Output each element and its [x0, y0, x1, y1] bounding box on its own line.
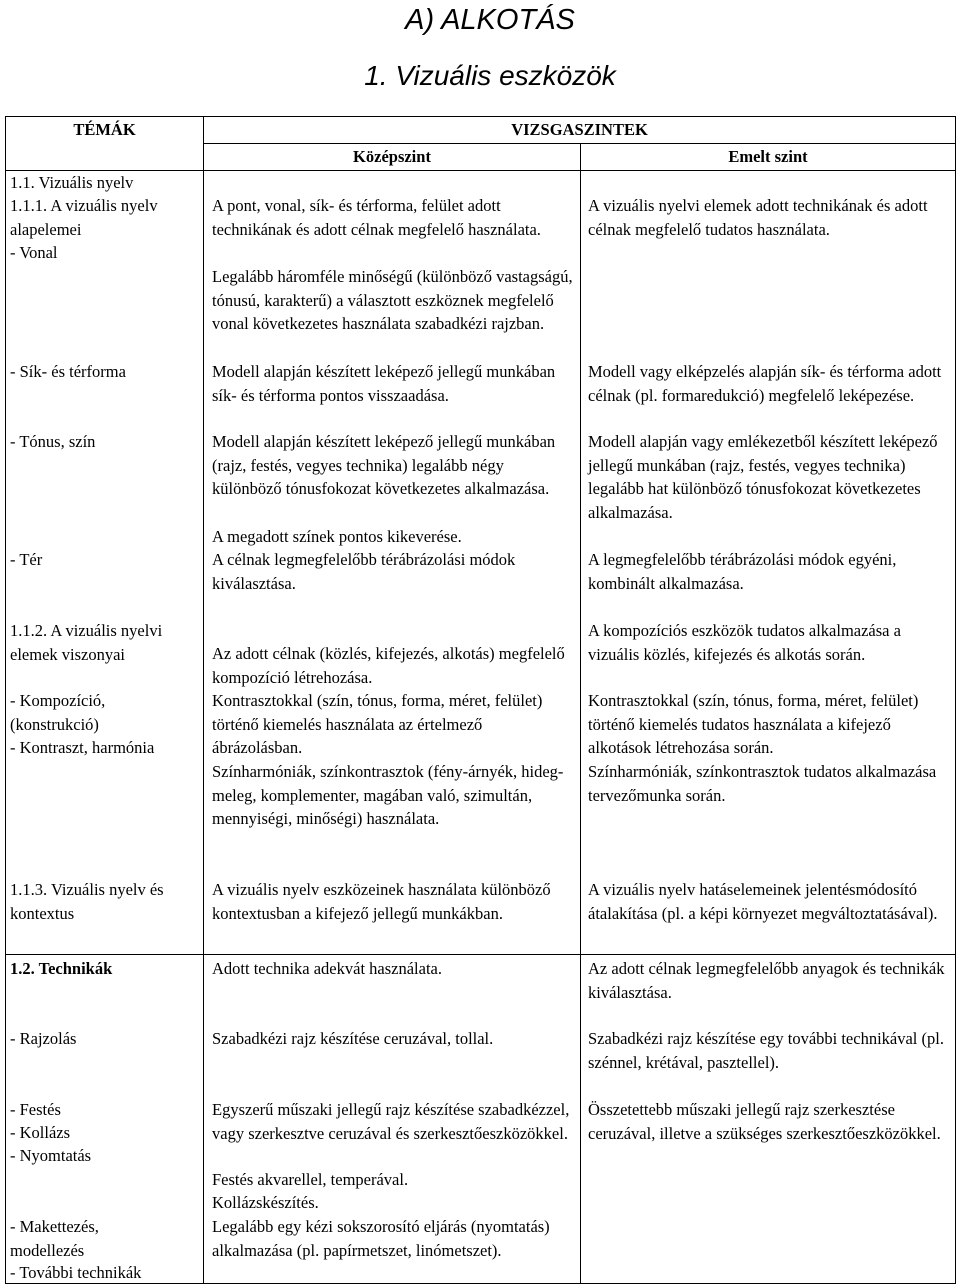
high-req-7: Színharmóniák, színkontrasztok tudatos alkalmazása tervezőmunka során. [588, 762, 937, 805]
topic-modelling: - Makettezés, modellezés [10, 1217, 99, 1260]
high-req-2: Modell vagy elképzelés alapján sík- és térforma adott célnak (pl. formaredukció) megfelelő leképezése. [588, 362, 942, 405]
table-row-techniques [6, 955, 956, 1284]
mid-req-5: A megadott színek pontos kikeverése. [212, 527, 462, 546]
topic-painting: - Festés [10, 1100, 61, 1119]
mid-req-1: A pont, vonal, sík- és térforma, felület adott technikának és adott célnak megfelelő használata. [212, 196, 541, 239]
mid-req-4: Modell alapján készített leképező jellegű munkában (rajz, festés, vegyes technika) legalább négy különböző tónusfokozat következetes alkalmazása. [212, 432, 556, 498]
high-level-header: Emelt szint [581, 144, 956, 171]
mid-req-16: Legalább egy kézi sokszorosító eljárás (nyomtatás) alkalmazása (pl. papírmetszet, linómetszet). [212, 1217, 550, 1260]
topic-1-1: 1.1. Vizuális nyelv [10, 173, 134, 192]
topic-1-1-3: 1.1.3. Vizuális nyelv és kontextus [10, 880, 164, 923]
topic-line: - Vonal [10, 243, 58, 262]
mid-req-11: Adott technika adekvát használata. [212, 959, 442, 978]
mid-req-15: Kollázskészítés. [212, 1193, 319, 1212]
high-req-9: Az adott célnak legmegfelelőbb anyagok és technikák kiválasztása. [588, 959, 945, 1002]
topic-tone-color: - Tónus, szín [10, 432, 96, 451]
topic-printing: - Nyomtatás [10, 1146, 92, 1165]
page-title: A) ALKOTÁS [405, 4, 575, 36]
topic-composition: - Kompozíció, (konstrukció) [10, 691, 106, 734]
topic-1-1-2: 1.1.2. A vizuális nyelvi elemek viszonyai [10, 621, 163, 664]
high-req-5: A kompozíciós eszközök tudatos alkalmazása a vizuális közlés, kifejezés és alkotás során. [588, 621, 901, 664]
mid-req-9: Színharmóniák, színkontrasztok (fény-árnyék, hideg-meleg, komplementer, magában való, szimultán, mennyiségi, minőségi) használata. [212, 762, 564, 828]
topic-plane-space-form: - Sík- és térforma [10, 362, 126, 381]
high-req-11: Összetettebb műszaki jellegű rajz szerkesztése ceruzával, illetve a szükséges szerkesztőeszközökkel. [588, 1100, 941, 1143]
high-req-6: Kontrasztokkal (szín, tónus, forma, méret, felület) történő kiemelés tudatos használata a kifejező alkotások létrehozása során. [588, 691, 919, 757]
mid-req-10: A vizuális nyelv eszközeinek használata különböző kontextusban a kifejező jellegű munkákban. [212, 880, 551, 923]
requirements-table [5, 116, 956, 1284]
topic-other-techniques: - További technikák [10, 1263, 142, 1282]
page-subtitle: 1. Vizuális eszközök [364, 60, 616, 91]
topic-drawing: - Rajzolás [10, 1029, 77, 1048]
mid-req-8: Kontrasztokkal (szín, tónus, forma, méret, felület) történő kiemelés használata az értelmező ábrázolásban. [212, 691, 543, 757]
topic-contrast-harmony: - Kontraszt, harmónia [10, 738, 155, 757]
topic-space: - Tér [10, 550, 43, 569]
mid-req-7: Az adott célnak (közlés, kifejezés, alkotás) megfelelő kompozíció létrehozása. [212, 644, 565, 687]
mid-req-14: Festés akvarellel, temperával. [212, 1170, 409, 1189]
topic-collage: - Kollázs [10, 1123, 71, 1142]
high-req-8: A vizuális nyelv hatáselemeinek jelentésmódosító átalakítása (pl. a képi környezet megváltoztatásával). [588, 880, 938, 923]
mid-req-6: A célnak legmegfelelőbb térábrázolási módok kiválasztása. [212, 550, 516, 593]
exam-levels-header: VIZSGASZINTEK [204, 117, 956, 144]
topic-1-1-1: 1.1.1. A vizuális nyelv alapelemei [10, 196, 158, 239]
high-req-4: A legmegfelelőbb térábrázolási módok egyéni, kombinált alkalmazása. [588, 550, 897, 593]
mid-req-13: Egyszerű műszaki jellegű rajz készítése szabadkézzel, vagy szerkesztve ceruzával és szerkesztőeszközökkel. [212, 1100, 570, 1143]
mid-req-3: Modell alapján készített leképező jellegű munkában sík- és térforma pontos visszaadása. [212, 362, 556, 405]
topic-1-2: 1.2. Technikák [10, 959, 113, 978]
mid-req-12: Szabadkézi rajz készítése ceruzával, tollal. [212, 1029, 494, 1048]
mid-req-2: Legalább háromféle minőségű (különböző vastagságú, tónusú, karakterű) a választott eszköznek megfelelő vonal következetes használata szabadkézi rajzban. [212, 267, 573, 333]
high-req-3: Modell alapján vagy emlékezetből készített leképező jellegű munkában (rajz, festés, vegyes technika) legalább hat különböző tónusfokozat következetes alkalmazása. [588, 432, 938, 522]
topics-header: TÉMÁK [6, 117, 204, 171]
high-req-1: A vizuális nyelvi elemek adott technikának és adott célnak megfelelő tudatos használata. [588, 196, 928, 239]
high-req-10: Szabadkézi rajz készítése egy további technikával (pl. szénnel, krétával, pasztellel). [588, 1029, 944, 1072]
mid-level-header: Középszint [204, 144, 581, 171]
table-row-visual-language [6, 171, 956, 955]
